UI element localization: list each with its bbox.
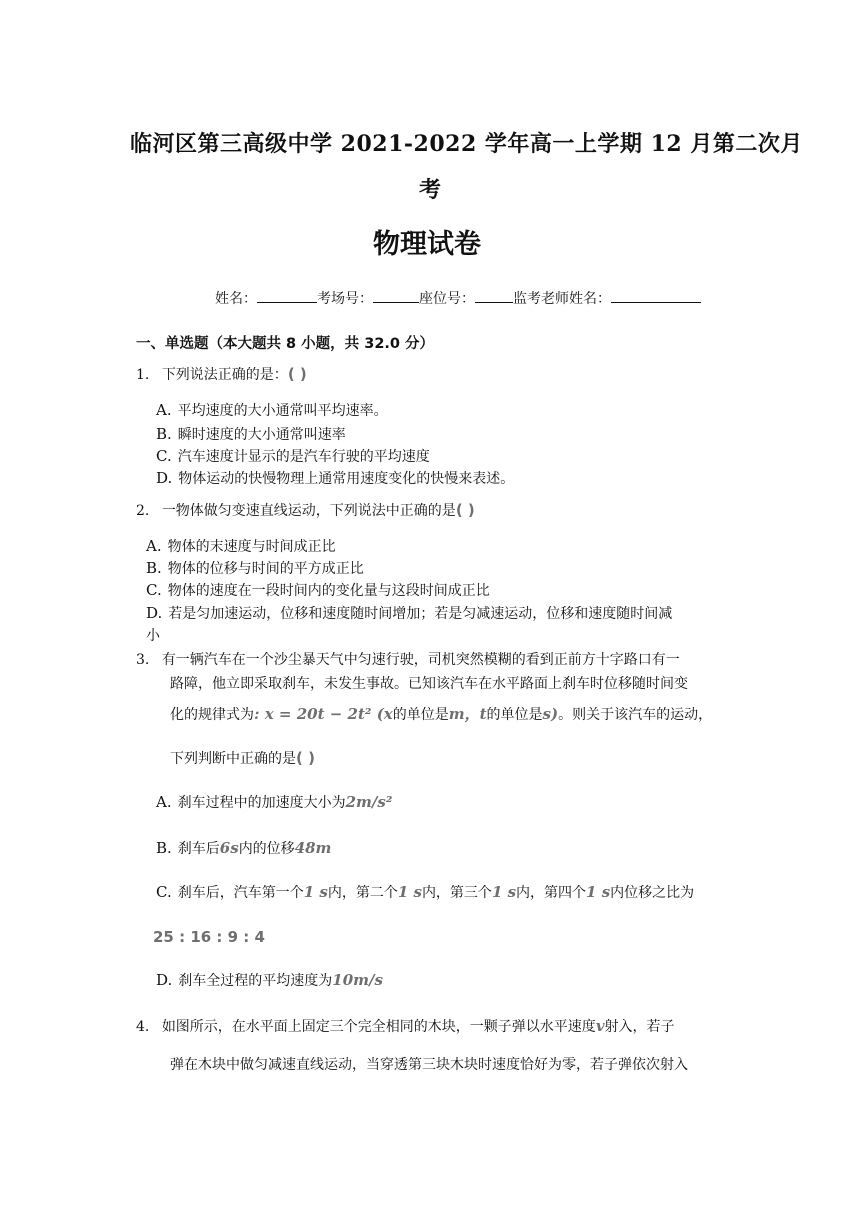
student-info-row xyxy=(215,288,701,308)
option-text: 刹车后 xyxy=(177,841,220,857)
q1-option-a xyxy=(156,400,388,420)
option-text: 物体的末速度与时间成正比 xyxy=(167,539,336,555)
q4-text: 如图所示，在水平面上固定三个完全相同的木块，一颗子弹以水平速度 xyxy=(161,1019,596,1035)
q1-option-c xyxy=(156,446,430,466)
section-title: 一、单选题（本大题共 8 小题，共 32.0 分） xyxy=(136,336,435,352)
question-4-line1 xyxy=(136,1016,675,1036)
question-3-line3 xyxy=(170,703,712,724)
option-text: 刹车后，汽车第一个 xyxy=(177,885,304,901)
question-1-stem xyxy=(136,364,307,384)
question-2-stem xyxy=(136,500,475,520)
option-text: 汽车速度计显示的是汽车行驶的平均速度 xyxy=(177,449,430,465)
name-blank[interactable] xyxy=(257,288,317,303)
option-text: 内，第二个 xyxy=(327,885,398,901)
q3-text: 。则关于该汽车的运动， xyxy=(558,707,713,723)
q1-text: 下列说法正确的是： xyxy=(161,367,288,383)
q3-var-t: ，t xyxy=(464,705,487,723)
q3-text: 的单位是 xyxy=(486,707,543,723)
option-math: 1 s xyxy=(586,883,611,901)
option-math: 6s xyxy=(219,839,239,857)
q2-number: 2. xyxy=(136,503,150,519)
option-text: 平均速度的大小通常叫平均速率。 xyxy=(177,403,388,419)
q3-option-a xyxy=(156,792,392,812)
q3-answer-paren: ( ) xyxy=(296,749,315,767)
seat-label: 座位号： xyxy=(419,291,475,307)
proctor-label: 监考老师姓名： xyxy=(513,291,611,307)
option-text: 刹车过程中的加速度大小为 xyxy=(177,795,346,811)
option-math: 1 s xyxy=(303,883,328,901)
option-text: 若是匀加速运动，位移和速度随时间增加；若是匀减速运动，位移和速度随时间减 xyxy=(168,606,673,622)
option-math: 10m/s xyxy=(332,971,383,989)
q2-option-d xyxy=(146,603,672,623)
q3-formula: : x = 20t − 2t² (x xyxy=(254,705,393,723)
option-text: 内的位移 xyxy=(238,841,295,857)
option-label: A. xyxy=(156,401,172,419)
option-label: A. xyxy=(156,793,172,811)
q3-unit-m: m xyxy=(448,705,465,723)
option-text: 刹车全过程的平均速度为 xyxy=(178,973,333,989)
q3-text-line1: 有一辆汽车在一个沙尘暴天气中匀速行驶，司机突然模糊的看到正前方十字路口有一 xyxy=(161,652,680,668)
option-label: D. xyxy=(156,469,173,487)
q2-answer-paren: ( ) xyxy=(455,501,475,519)
option-text: 内，第四个 xyxy=(516,885,587,901)
q1-option-b xyxy=(156,424,346,444)
q3-ratio: 25 : 16 : 9 : 4 xyxy=(153,928,265,946)
question-3-line1 xyxy=(136,649,680,669)
q2-option-a xyxy=(146,536,336,556)
option-text: 内位移之比为 xyxy=(610,885,695,901)
option-math: 1 s xyxy=(491,883,517,901)
q4-var-v: v xyxy=(595,1017,605,1035)
question-3-line2: 路障，他立即采取刹车，未发生事故。已知该汽车在水平路面上刹车时位移随时间变 xyxy=(170,676,688,692)
option-text: 瞬时速度的大小通常叫速率 xyxy=(177,427,346,443)
q1-number: 1. xyxy=(136,367,150,383)
q3-text: 化的规律式为 xyxy=(170,707,254,723)
option-label: B. xyxy=(146,559,162,577)
q3-text: 下列判断中正确的是 xyxy=(170,751,296,767)
q4-text: 射入，若子 xyxy=(604,1019,675,1035)
seat-blank[interactable] xyxy=(475,288,513,303)
room-blank[interactable] xyxy=(373,288,419,303)
q2-text: 一物体做匀变速直线运动，下列说法中正确的是 xyxy=(161,503,456,519)
option-math: 48m xyxy=(294,839,332,857)
room-label: 考场号： xyxy=(317,291,373,307)
q3-number: 3. xyxy=(136,652,150,668)
option-text: 内，第三个 xyxy=(421,885,492,901)
exam-title-line1: 临河区第三高级中学 2021-2022 学年高一上学期 12 月第二次月 xyxy=(130,131,803,157)
q3-option-d xyxy=(156,970,383,990)
option-text: 物体运动的快慢物理上通常用速度变化的快慢来表述。 xyxy=(178,471,515,487)
q1-option-d xyxy=(156,468,514,488)
q3-text: 的单位是 xyxy=(392,707,449,723)
question-3-line4 xyxy=(170,748,315,768)
name-label: 姓名： xyxy=(215,291,257,307)
q2-option-d-wrap: 小 xyxy=(146,628,160,644)
q2-option-c xyxy=(146,580,490,600)
option-text: 物体的位移与时间的平方成正比 xyxy=(167,561,364,577)
option-math: 1 s xyxy=(397,883,422,901)
q3-option-b xyxy=(156,838,331,858)
proctor-blank[interactable] xyxy=(611,288,701,303)
option-label: C. xyxy=(146,581,162,599)
option-label: A. xyxy=(146,537,162,555)
question-4-line2: 弹在木块中做匀减速直线运动，当穿透第三块木块时速度恰好为零，若子弹依次射入 xyxy=(170,1057,688,1073)
q3-unit-s: s) xyxy=(542,705,559,723)
option-label: D. xyxy=(146,604,163,622)
subject-title: 物理试卷 xyxy=(373,229,481,260)
q3-option-c xyxy=(156,882,694,902)
option-label: C. xyxy=(156,883,172,901)
q1-answer-paren: ( ) xyxy=(287,365,307,383)
option-label: C. xyxy=(156,447,172,465)
option-label: B. xyxy=(156,425,172,443)
q2-option-b xyxy=(146,558,364,578)
option-label: B. xyxy=(156,839,172,857)
option-math: 2m/s² xyxy=(345,793,393,811)
q4-number: 4. xyxy=(136,1019,150,1035)
exam-title-line2: 考 xyxy=(419,177,442,203)
option-text: 物体的速度在一段时间内的变化量与这段时间成正比 xyxy=(167,583,490,599)
option-label: D. xyxy=(156,971,173,989)
